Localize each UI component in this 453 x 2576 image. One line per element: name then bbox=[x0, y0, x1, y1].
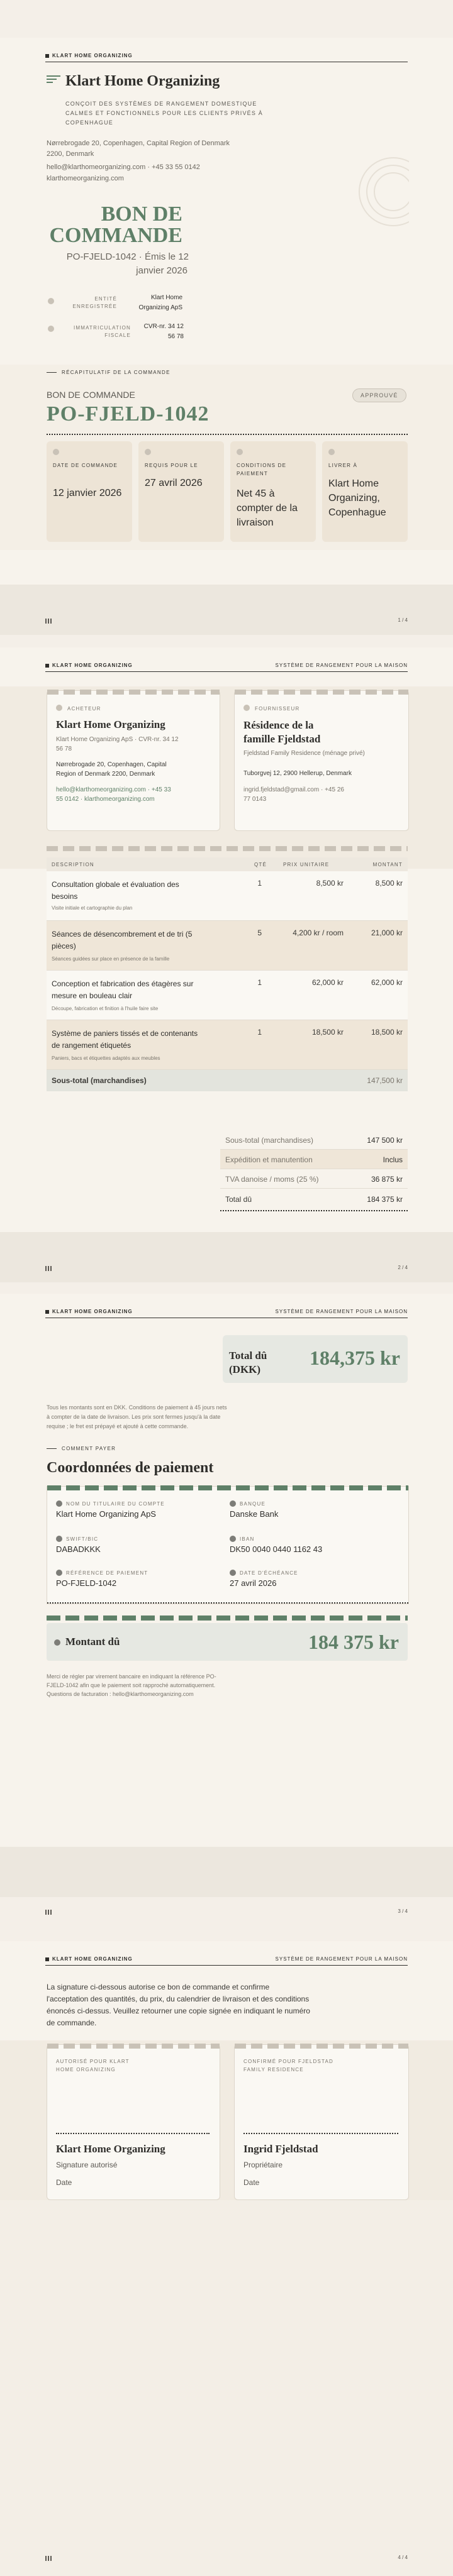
total-due-label: Total dû (DKK) bbox=[229, 1350, 267, 1375]
row-amount: 62,000 kr bbox=[371, 978, 403, 987]
totals-row: Expédition et manutention Inclus bbox=[220, 1150, 408, 1169]
footer-bars-icon bbox=[45, 1910, 52, 1915]
sign-card-top-dash bbox=[47, 2044, 220, 2049]
totals-row: Sous-total (marchandises) 147 500 kr bbox=[220, 1130, 408, 1150]
supplier-card bbox=[234, 690, 409, 831]
page-4-bottom-band bbox=[0, 2200, 453, 2576]
pay-note: Merci de régler par virement bancaire en indiquant la référence PO-FJELD-1042 afin que le paiement soit rapproché automatiquement. Questions de facturation : hello@klarthomeorganizing.com bbox=[47, 1673, 216, 1697]
pay-field-iban: IBAN DK50 0040 0440 1162 43 bbox=[230, 1536, 323, 1554]
company-name: Klart Home Organizing bbox=[65, 73, 220, 89]
reg-dot-icon bbox=[48, 326, 54, 332]
entity-label: ENTITÉ ENREGISTRÉE bbox=[72, 296, 117, 309]
table-row bbox=[47, 871, 408, 921]
amount-dot-icon bbox=[54, 1639, 60, 1646]
buyer-contact[interactable]: hello@klarthomeorganizing.com · +45 33 55 0142 · klarthomeorganizing.com bbox=[56, 786, 171, 803]
page-header bbox=[45, 52, 408, 63]
doc-reference-date: janvier 2026 bbox=[136, 265, 187, 276]
page-2 bbox=[0, 647, 453, 1232]
recap-number: PO-FJELD-1042 bbox=[47, 402, 210, 426]
page-1-footer bbox=[45, 617, 408, 626]
field-dot-icon bbox=[230, 1500, 236, 1507]
entity-value: Klart Home Organizing ApS bbox=[138, 294, 182, 311]
sign-right-date[interactable]: Date bbox=[243, 2178, 260, 2187]
pay-field-bank: BANQUE Danske Bank bbox=[230, 1500, 279, 1519]
total-due-box bbox=[223, 1335, 408, 1383]
row-unit: 62,000 kr bbox=[311, 978, 344, 987]
footer-bars-icon bbox=[45, 2556, 52, 2561]
col-description: DESCRIPTION bbox=[52, 862, 94, 867]
pay-field-due-date: DATE D'ÉCHÉANCE 27 avril 2026 bbox=[230, 1570, 298, 1588]
totals-block bbox=[220, 1130, 408, 1211]
card-dot-icon bbox=[328, 449, 335, 455]
card-label: CONDITIONS DE PAIEMENT bbox=[237, 463, 287, 476]
signature-line[interactable] bbox=[56, 2133, 210, 2134]
row-title: Séances de désencombrement et de tri (5 pièces) bbox=[52, 930, 193, 950]
footer-bars-icon bbox=[45, 619, 52, 624]
logo-square-icon bbox=[45, 1310, 49, 1314]
page-number: 2 / 4 bbox=[398, 1265, 408, 1270]
buyer-label: ACHETEUR bbox=[67, 706, 101, 712]
table-header bbox=[47, 857, 408, 871]
card-label: LIVRER À bbox=[328, 463, 358, 468]
signature-line[interactable] bbox=[243, 2133, 398, 2134]
row-subtitle: Visite initiale et cartographie du plan bbox=[52, 905, 133, 911]
field-dot-icon bbox=[230, 1570, 236, 1576]
card-value: 27 avril 2026 bbox=[145, 478, 203, 488]
row-amount: 21,000 kr bbox=[371, 928, 403, 937]
supplier-contact[interactable]: ingrid.fjeldstad@gmail.com · +45 26 77 0143 bbox=[243, 786, 344, 803]
row-qty: 1 bbox=[257, 1028, 262, 1037]
supplier-address: Tuborgvej 12, 2900 Hellerup, Denmark bbox=[243, 770, 352, 777]
row-title: Système de paniers tissés et de contenants de rangement étiquetés bbox=[52, 1029, 198, 1050]
card-value: 12 janvier 2026 bbox=[53, 488, 122, 498]
page-3-footer-band bbox=[0, 1847, 453, 1897]
recap-divider bbox=[47, 434, 408, 435]
amount-due-box bbox=[47, 1623, 408, 1661]
recap-card-deliver bbox=[322, 441, 408, 542]
card-dot-icon bbox=[53, 449, 59, 455]
reg-value: CVR-nr. 34 12 56 78 bbox=[143, 323, 184, 340]
col-unit-price: PRIX UNITAIRE bbox=[283, 862, 330, 867]
page-header: KLART HOME ORGANIZING SYSTÈME DE RANGEMENT POUR LA MAISON bbox=[45, 661, 408, 673]
field-dot-icon bbox=[56, 1500, 62, 1507]
card-label: DATE DE COMMANDE bbox=[53, 463, 118, 468]
doc-reference: PO-FJELD-1042 · Émis le 12 bbox=[66, 251, 189, 262]
row-unit: 18,500 kr bbox=[311, 1028, 344, 1037]
pay-field-swift: SWIFT/BIC DABADKKK bbox=[56, 1536, 101, 1554]
card-value: Klart Home Organizing, Copenhague bbox=[328, 478, 386, 518]
recap-card-terms bbox=[230, 441, 316, 542]
buyer-dot-icon bbox=[56, 705, 62, 711]
sign-right-name: Ingrid Fjeldstad bbox=[243, 2143, 318, 2155]
pay-label: COMMENT PAYER bbox=[47, 1446, 116, 1451]
company-address: Nørrebrogade 20, Copenhagen, Capital Region of Denmark 2200, Denmark bbox=[47, 140, 230, 158]
row-amount: 8,500 kr bbox=[375, 879, 403, 888]
decorative-circles-icon bbox=[327, 157, 409, 239]
doc-title-line1: BON DE bbox=[101, 202, 182, 226]
doc-title-line2: COMMANDE bbox=[49, 224, 182, 247]
card-dot-icon bbox=[237, 449, 243, 455]
page-1-footer-band bbox=[0, 585, 453, 635]
table-row bbox=[47, 921, 408, 971]
buyer-card-top-dash bbox=[47, 690, 220, 695]
row-unit: 8,500 kr bbox=[316, 879, 344, 888]
brand-mark-icon bbox=[47, 75, 60, 84]
page-number: 3 / 4 bbox=[398, 1908, 408, 1914]
amount-due-top-dash bbox=[47, 1616, 408, 1621]
supplier-name: Résidence de la famille Fjeldstad bbox=[243, 719, 321, 745]
sign-card-top-dash bbox=[235, 2044, 408, 2049]
row-title: Conception et fabrication des étagères sur mesure en bouleau clair bbox=[52, 979, 194, 1000]
company-contact[interactable]: hello@klarthomeorganizing.com · +45 33 55 0142 bbox=[47, 163, 200, 171]
sign-card-right bbox=[234, 2044, 409, 2200]
payment-bottom-dots bbox=[47, 1602, 408, 1604]
logo-square-icon bbox=[45, 54, 49, 58]
row-unit: 4,200 kr / room bbox=[293, 928, 344, 937]
total-due-note: Tous les montants sont en DKK. Conditions de paiement à 45 jours nets à compter de la date de livraison. Les prix sont fermes jusqu'à la date requise ; le fret est prépayé et ajouté à cette commande. bbox=[47, 1404, 227, 1429]
row-title: Consultation globale et évaluation des besoins bbox=[52, 880, 179, 901]
card-dot-icon bbox=[145, 449, 151, 455]
row-qty: 1 bbox=[257, 978, 262, 987]
row-qty: 1 bbox=[257, 879, 262, 888]
table-row bbox=[47, 971, 408, 1020]
field-dot-icon bbox=[56, 1536, 62, 1542]
row-subtitle: Séances guidées sur place en présence de la famille bbox=[52, 956, 170, 962]
payment-details-box bbox=[47, 1486, 409, 1604]
page-3-footer bbox=[45, 1908, 408, 1917]
sign-right-label: CONFIRMÉ POUR FJELDSTAD FAMILY RESIDENCE bbox=[243, 2059, 334, 2072]
page-1 bbox=[0, 38, 453, 585]
page-header: KLART HOME ORGANIZING SYSTÈME DE RANGEMENT POUR LA MAISON bbox=[45, 1955, 408, 1966]
col-qty: QTÉ bbox=[254, 862, 267, 867]
total-due-value: 184,375 kr bbox=[310, 1346, 400, 1369]
page-3 bbox=[0, 1294, 453, 1847]
page-4-footer bbox=[45, 2555, 408, 2563]
recap-card-required bbox=[138, 441, 224, 542]
header-company: KLART HOME ORGANIZING bbox=[52, 53, 133, 58]
field-dot-icon bbox=[56, 1570, 62, 1576]
sign-left-date[interactable]: Date bbox=[56, 2178, 72, 2187]
recap-label: RÉCAPITULATIF DE LA COMMANDE bbox=[47, 370, 171, 375]
reg-label: IMMATRICULATION FISCALE bbox=[73, 325, 131, 338]
sign-intro: La signature ci-dessous autorise ce bon de commande et confirme l'acceptation des quantités, du prix, du calendrier de livraison et des conditions énoncés ci-dessus. Veuillez retourner une copie signée en indiquant le numéro de commande. bbox=[47, 1983, 310, 2027]
sign-right-role: Propriétaire bbox=[243, 2160, 283, 2169]
pay-field-account-name: NOM DU TITULAIRE DU COMPTE Klart Home Organizing ApS bbox=[56, 1500, 165, 1519]
page-2-footer bbox=[45, 1265, 408, 1274]
items-table bbox=[47, 857, 408, 1091]
card-label: REQUIS POUR LE bbox=[145, 463, 198, 468]
company-website[interactable]: klarthomeorganizing.com bbox=[47, 175, 124, 182]
buyer-name: Klart Home Organizing bbox=[56, 718, 165, 730]
subtotal-value: 147,500 kr bbox=[367, 1076, 403, 1085]
buyer-card bbox=[47, 690, 220, 831]
amount-due-label: Montant dû bbox=[65, 1636, 120, 1648]
row-subtitle: Paniers, bacs et étiquettes adaptés aux meubles bbox=[52, 1055, 160, 1061]
row-amount: 18,500 kr bbox=[371, 1028, 403, 1037]
col-amount: MONTANT bbox=[372, 862, 403, 867]
row-qty: 5 bbox=[257, 928, 262, 937]
page-2-footer-band bbox=[0, 1232, 453, 1282]
payment-top-dash bbox=[47, 1485, 408, 1490]
table-row bbox=[47, 1020, 408, 1070]
logo-square-icon bbox=[45, 1957, 49, 1961]
table-top-dash bbox=[47, 846, 408, 851]
totals-row-grand: Total dû 184 375 kr bbox=[220, 1189, 408, 1211]
company-description: CONÇOIT DES SYSTÈMES DE RANGEMENT DOMESTIQUE CALMES ET FONCTIONNELS POUR LES CLIENTS PRIVÉS À COPENHAGUE bbox=[65, 101, 263, 126]
page-number: 1 / 4 bbox=[398, 617, 408, 623]
footer-bars-icon bbox=[45, 1266, 52, 1271]
table-subtotal-row bbox=[47, 1070, 408, 1091]
supplier-line: Fjeldstad Family Residence (ménage privé) bbox=[243, 750, 365, 757]
supplier-dot-icon bbox=[243, 705, 250, 711]
sign-left-label: AUTORISÉ POUR KLART HOME ORGANIZING bbox=[56, 2059, 130, 2072]
amount-due-value: 184 375 kr bbox=[308, 1631, 399, 1653]
page-number: 4 / 4 bbox=[398, 2555, 408, 2560]
pay-field-reference: RÉFÉRENCE DE PAIEMENT PO-FJELD-1042 bbox=[56, 1570, 148, 1588]
field-dot-icon bbox=[230, 1536, 236, 1542]
recap-card-date bbox=[47, 441, 132, 542]
supplier-label: FOURNISSEUR bbox=[255, 706, 300, 712]
totals-row: TVA danoise / moms (25 %) 36 875 kr bbox=[220, 1169, 408, 1189]
subtotal-label: Sous-total (marchandises) bbox=[52, 1076, 147, 1085]
sign-left-name: Klart Home Organizing bbox=[56, 2143, 165, 2155]
row-subtitle: Découpe, fabrication et finition à l'huile faire site bbox=[52, 1006, 159, 1011]
pay-title: Coordonnées de paiement bbox=[47, 1460, 214, 1476]
status-badge: APPROUVÉ bbox=[352, 388, 406, 402]
recap-kicker: BON DE COMMANDE bbox=[47, 390, 135, 400]
sign-left-role: Signature autorisé bbox=[56, 2160, 118, 2169]
buyer-line: Klart Home Organizing ApS · CVR-nr. 34 12 56 78 bbox=[56, 736, 179, 752]
logo-square-icon bbox=[45, 664, 49, 668]
buyer-address: Nørrebrogade 20, Copenhagen, Capital Region of Denmark 2200, Denmark bbox=[56, 761, 167, 778]
page-header: KLART HOME ORGANIZING SYSTÈME DE RANGEMENT POUR LA MAISON bbox=[45, 1307, 408, 1319]
card-value: Net 45 à compter de la livraison bbox=[237, 488, 298, 528]
sign-card-left bbox=[47, 2044, 220, 2200]
entity-dot-icon bbox=[48, 298, 54, 304]
supplier-card-top-dash bbox=[235, 690, 408, 695]
